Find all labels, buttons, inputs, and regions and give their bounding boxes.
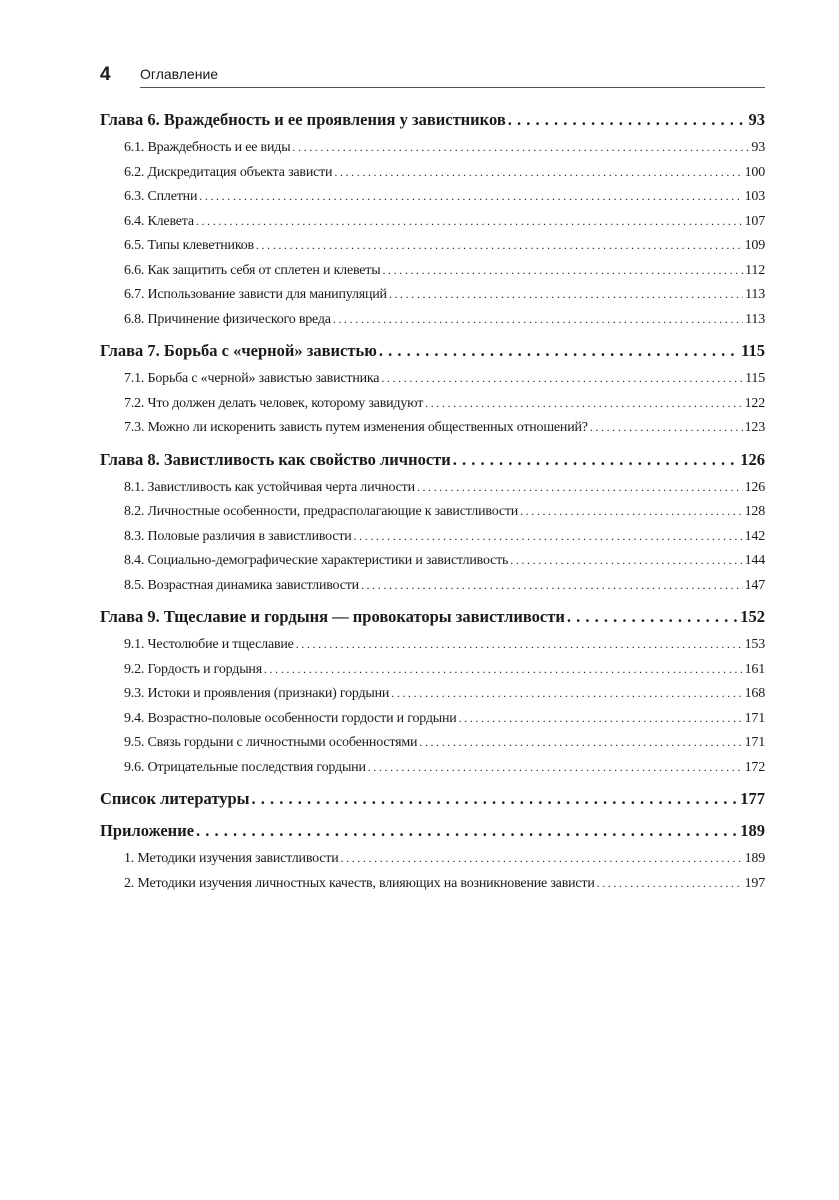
entry-title: Глава 8. Завистливость как свойство личности (100, 449, 451, 469)
toc-section-entry (100, 657, 765, 682)
dot-leader (368, 755, 743, 780)
dot-leader (334, 160, 742, 185)
entry-title: 6.4. Клевета (124, 213, 194, 229)
dot-leader (425, 391, 742, 416)
entry-page-number: 126 (740, 449, 765, 469)
entry-title: 9.1. Честолюбие и тщеславие (124, 637, 294, 652)
entry-page-number: 189 (744, 851, 765, 866)
entry-title: Глава 6. Враждебность и ее проявления у завистников (100, 110, 506, 129)
entry-page-number: 168 (744, 686, 765, 701)
entry-title: Глава 7. Борьба с «черной» завистью (100, 341, 377, 360)
entry-page-number: 152 (740, 607, 765, 626)
entry-title: 6.7. Использование зависти для манипуляций (124, 287, 387, 302)
toc-section-entry (100, 184, 765, 209)
entry-page-number: 171 (744, 710, 765, 726)
entry-title: 8.1. Завистливость как устойчивая черта личности (124, 479, 415, 495)
entry-title: 9.6. Отрицательные последствия гордыни (124, 759, 366, 775)
toc-chapter-entry (100, 448, 765, 472)
dot-leader (292, 135, 749, 160)
toc-section-entry (100, 258, 765, 283)
dot-leader (520, 499, 743, 524)
entry-title: 8.2. Личностные особенности, предрасполагающие к завистливости (124, 504, 519, 519)
entry-page-number: 109 (744, 238, 765, 253)
toc-section-entry (100, 846, 765, 871)
dot-leader (252, 787, 739, 811)
entry-title: 6.3. Сплетни (124, 189, 198, 204)
entry-page-number: 189 (740, 821, 765, 840)
dot-leader (389, 282, 743, 307)
entry-page-number: 123 (744, 420, 765, 435)
entry-title: 7.3. Можно ли искоренить зависть путем изменения общественных отношений? (124, 420, 588, 435)
entry-page-number: 161 (744, 661, 765, 677)
toc-section-entry (100, 681, 765, 706)
dot-leader (361, 573, 743, 598)
entry-title: 6.8. Причинение физического вреда (124, 311, 331, 327)
toc-section-entry (100, 548, 765, 573)
entry-page-number: 93 (748, 110, 765, 129)
toc-chapter-entry (100, 108, 765, 132)
dot-leader (341, 846, 743, 871)
toc-section-entry (100, 475, 765, 500)
entry-title: 8.3. Половые различия в завистливости (124, 528, 352, 544)
dot-leader (381, 366, 743, 391)
entry-title: 8.4. Социально-демографические характеристики и завистливость (124, 553, 509, 568)
entry-title: 6.1. Враждебность и ее виды (124, 140, 291, 155)
toc-chapter-entry (100, 605, 765, 629)
entry-page-number: 171 (744, 735, 765, 750)
dot-leader (417, 475, 743, 500)
entry-title: Глава 9. Тщеславие и гордыня — провокаторы завистливости (100, 607, 565, 626)
entry-page-number: 112 (745, 262, 765, 278)
dot-leader (419, 730, 742, 755)
toc-section-entry (100, 366, 765, 391)
entry-page-number: 103 (744, 189, 765, 204)
entry-title: 9.3. Истоки и проявления (признаки) гордыни (124, 686, 390, 701)
entry-title: 2. Методики изучения личностных качеств, влияющих на возникновение зависти (124, 875, 595, 891)
toc-chapter-entry (100, 787, 765, 811)
toc-section-entry (100, 391, 765, 416)
toc-section-entry (100, 233, 765, 258)
dot-leader (333, 307, 743, 332)
dot-leader (510, 548, 742, 573)
dot-leader (264, 657, 743, 682)
entry-page-number: 128 (744, 504, 765, 519)
dot-leader (453, 448, 738, 472)
toc-chapter-entry (100, 819, 765, 843)
running-header (100, 64, 765, 88)
entry-title: 7.1. Борьба с «черной» завистью завистника (124, 371, 380, 386)
toc-section-entry (100, 730, 765, 755)
toc-section-entry (100, 160, 765, 185)
entry-title: 9.5. Связь гордыни с личностными особенностями (124, 735, 418, 750)
entry-page-number: 113 (745, 311, 765, 327)
dot-leader (354, 524, 743, 549)
dot-leader (256, 233, 743, 258)
toc-section-entry (100, 871, 765, 896)
dot-leader (196, 209, 743, 234)
toc-section-entry (100, 573, 765, 598)
entry-title: 8.5. Возрастная динамика завистливости (124, 577, 359, 593)
header-rule (140, 87, 765, 88)
toc-section-entry (100, 499, 765, 524)
dot-leader (459, 706, 743, 731)
running-title: Оглавление (140, 66, 219, 82)
entry-page-number: 147 (744, 577, 765, 593)
entry-title: 1. Методики изучения завистливости (124, 851, 339, 866)
entry-page-number: 115 (745, 371, 765, 386)
dot-leader (597, 871, 743, 896)
dot-leader (590, 415, 743, 440)
entry-title: Список литературы (100, 789, 250, 808)
dot-leader (379, 339, 739, 363)
dot-leader (567, 605, 738, 629)
toc-section-entry (100, 524, 765, 549)
toc-section-entry (100, 706, 765, 731)
entry-page-number: 126 (744, 479, 765, 495)
dot-leader (508, 108, 747, 132)
entry-title: 9.2. Гордость и гордыня (124, 661, 262, 677)
dot-leader (296, 632, 743, 657)
entry-page-number: 122 (744, 395, 765, 411)
toc-section-entry (100, 135, 765, 160)
entry-page-number: 142 (744, 528, 765, 544)
entry-page-number: 144 (744, 553, 765, 568)
toc-section-entry (100, 282, 765, 307)
entry-page-number: 113 (745, 287, 765, 302)
entry-title: 7.2. Что должен делать человек, которому завидуют (124, 395, 424, 411)
toc-section-entry (100, 307, 765, 332)
entry-page-number: 100 (744, 164, 765, 180)
entry-page-number: 93 (751, 140, 765, 155)
entry-page-number: 107 (744, 213, 765, 229)
dot-leader (196, 819, 738, 843)
entry-title: 6.6. Как защитить себя от сплетен и клеветы (124, 262, 381, 278)
entry-page-number: 115 (741, 341, 765, 360)
toc-section-entry (100, 632, 765, 657)
toc-chapter-entry (100, 339, 765, 363)
entry-title: Приложение (100, 821, 195, 840)
entry-page-number: 172 (744, 759, 765, 775)
dot-leader (382, 258, 743, 283)
page-number: 4 (100, 64, 111, 85)
toc-section-entry (100, 209, 765, 234)
entry-title: 9.4. Возрастно-половые особенности гордости и гордыни (124, 710, 457, 726)
entry-page-number: 153 (744, 637, 765, 652)
dot-leader (391, 681, 742, 706)
toc-section-entry (100, 755, 765, 780)
entry-title: 6.2. Дискредитация объекта зависти (124, 164, 333, 180)
dot-leader (199, 184, 742, 209)
entry-page-number: 197 (744, 875, 765, 891)
table-of-contents (100, 100, 765, 895)
entry-page-number: 177 (740, 789, 765, 808)
toc-section-entry (100, 415, 765, 440)
entry-title: 6.5. Типы клеветников (124, 238, 254, 253)
